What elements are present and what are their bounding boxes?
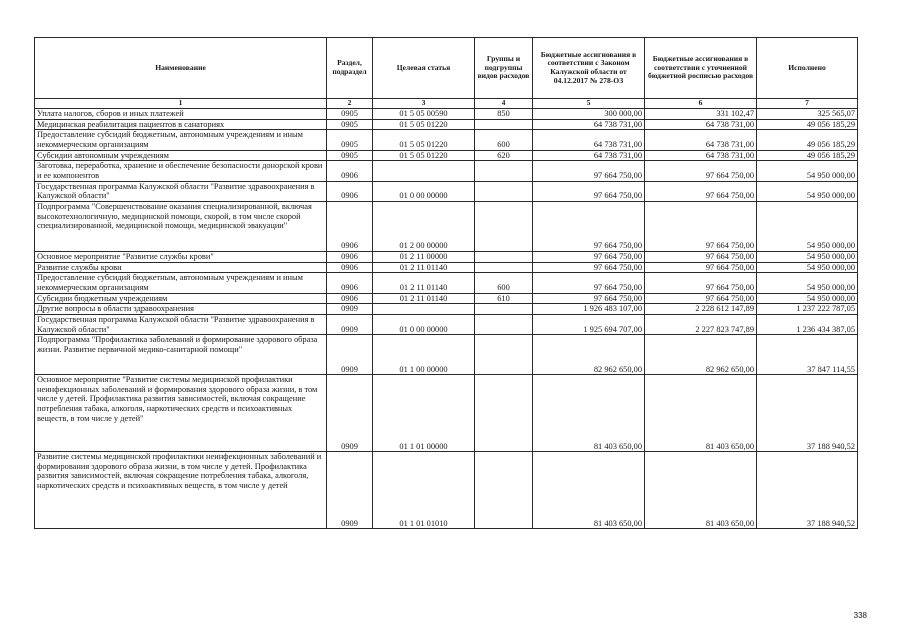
row-law-allocation: 81 403 650,00 [533, 452, 645, 529]
row-target: 01 1 00 00000 [373, 335, 475, 375]
row-name: Другие вопросы в области здравоохранения [35, 304, 327, 315]
row-section: 0909 [327, 375, 373, 452]
row-law-allocation: 1 925 694 707,00 [533, 314, 645, 334]
row-group [475, 201, 533, 251]
row-updated-allocation: 81 403 650,00 [645, 452, 757, 529]
row-updated-allocation: 2 228 612 147,89 [645, 304, 757, 315]
row-updated-allocation: 97 664 750,00 [645, 273, 757, 293]
header-updated-allocation: Бюджетные ассигнования в соответствии с уточненной бюджетной росписью расходов [645, 38, 757, 99]
row-name: Развитие системы медицинской профилактики неинфекционных заболеваний и формирования здорового образа жизни, в том числе у детей. Профилактика развития зависимостей, включая сокращение потребления табака, алкоголя, наркотических средств и психоактивных веществ, в том числе у детей [35, 452, 327, 529]
row-section: 0905 [327, 109, 373, 120]
row-law-allocation: 97 664 750,00 [533, 293, 645, 304]
row-executed: 54 950 000,00 [757, 273, 858, 293]
row-section: 0909 [327, 314, 373, 334]
row-law-allocation: 97 664 750,00 [533, 161, 645, 181]
column-number-row [35, 99, 858, 109]
table-row [35, 201, 858, 251]
row-section: 0905 [327, 130, 373, 150]
row-law-allocation: 64 738 731,00 [533, 130, 645, 150]
row-name: Медицинская реабилитация пациентов в санаториях [35, 119, 327, 130]
header-name: Наименование [35, 38, 327, 99]
row-name: Подпрограмма "Совершенствование оказания специализированной, включая высокотехнологичную, медицинской помощи, скорой, в том числе скорой специализированной, медицинской помощи, медицинской эвакуации" [35, 201, 327, 251]
row-target: 01 2 11 01140 [373, 293, 475, 304]
row-section: 0906 [327, 262, 373, 273]
column-number: 2 [327, 99, 373, 109]
column-number: 1 [35, 99, 327, 109]
row-updated-allocation: 64 738 731,00 [645, 119, 757, 130]
row-name: Государственная программа Калужской области "Развитие здравоохранения в Калужской области" [35, 314, 327, 334]
row-executed: 54 950 000,00 [757, 251, 858, 262]
row-law-allocation: 81 403 650,00 [533, 375, 645, 452]
table-row [35, 335, 858, 375]
row-executed: 54 950 000,00 [757, 293, 858, 304]
table-row [35, 181, 858, 201]
row-updated-allocation: 97 664 750,00 [645, 161, 757, 181]
row-executed: 49 056 185,29 [757, 150, 858, 161]
row-law-allocation: 64 738 731,00 [533, 119, 645, 130]
row-name: Основное мероприятие "Развитие службы крови" [35, 251, 327, 262]
row-law-allocation: 97 664 750,00 [533, 251, 645, 262]
row-section: 0906 [327, 201, 373, 251]
row-executed: 54 950 000,00 [757, 201, 858, 251]
header-target: Целевая статья [373, 38, 475, 99]
row-target: 01 5 05 00590 [373, 109, 475, 120]
row-updated-allocation: 97 664 750,00 [645, 262, 757, 273]
row-section: 0909 [327, 304, 373, 315]
column-number: 4 [475, 99, 533, 109]
table-row [35, 452, 858, 529]
row-group [475, 304, 533, 315]
table-row [35, 314, 858, 334]
table-row [35, 109, 858, 120]
table-row [35, 262, 858, 273]
row-group: 600 [475, 273, 533, 293]
row-updated-allocation: 64 738 731,00 [645, 130, 757, 150]
row-executed: 54 950 000,00 [757, 181, 858, 201]
row-executed: 1 237 222 787,05 [757, 304, 858, 315]
row-group: 600 [475, 130, 533, 150]
row-target: 01 5 05 01220 [373, 150, 475, 161]
table-row [35, 251, 858, 262]
row-group [475, 262, 533, 273]
row-target [373, 161, 475, 181]
row-law-allocation: 300 000,00 [533, 109, 645, 120]
table-row [35, 161, 858, 181]
row-name: Субсидии автономным учреждениям [35, 150, 327, 161]
row-group [475, 251, 533, 262]
table-row [35, 375, 858, 452]
row-name: Подпрограмма "Профилактика заболеваний и формирование здорового образа жизни. Развитие первичной медико-санитарной помощи" [35, 335, 327, 375]
table-row [35, 304, 858, 315]
row-updated-allocation: 82 962 650,00 [645, 335, 757, 375]
row-group: 610 [475, 293, 533, 304]
row-target: 01 5 05 01220 [373, 119, 475, 130]
row-law-allocation: 97 664 750,00 [533, 273, 645, 293]
row-law-allocation: 97 664 750,00 [533, 262, 645, 273]
row-target: 01 0 00 00000 [373, 181, 475, 201]
row-target: 01 2 11 01140 [373, 262, 475, 273]
row-section: 0906 [327, 161, 373, 181]
row-section: 0909 [327, 335, 373, 375]
row-group: 620 [475, 150, 533, 161]
row-law-allocation: 97 664 750,00 [533, 181, 645, 201]
row-name: Уплата налогов, сборов и иных платежей [35, 109, 327, 120]
page-number: 338 [853, 611, 867, 620]
row-executed: 54 950 000,00 [757, 262, 858, 273]
row-updated-allocation: 97 664 750,00 [645, 251, 757, 262]
row-updated-allocation: 97 664 750,00 [645, 201, 757, 251]
row-executed: 37 188 940,52 [757, 452, 858, 529]
row-law-allocation: 1 926 483 107,00 [533, 304, 645, 315]
table-row [35, 293, 858, 304]
row-target: 01 1 01 01010 [373, 452, 475, 529]
column-number: 5 [533, 99, 645, 109]
row-target [373, 304, 475, 315]
row-updated-allocation: 331 102,47 [645, 109, 757, 120]
column-number: 7 [757, 99, 858, 109]
row-executed: 54 950 000,00 [757, 161, 858, 181]
row-law-allocation: 64 738 731,00 [533, 150, 645, 161]
header-row [35, 38, 858, 99]
row-target: 01 2 11 01140 [373, 273, 475, 293]
row-target: 01 2 00 00000 [373, 201, 475, 251]
budget-table [34, 37, 858, 529]
row-section: 0905 [327, 119, 373, 130]
header-group: Группы и подгруппы видов расходов [475, 38, 533, 99]
row-law-allocation: 82 962 650,00 [533, 335, 645, 375]
row-name: Субсидии бюджетным учреждениям [35, 293, 327, 304]
row-group [475, 452, 533, 529]
header-section: Раздел, подраздел [327, 38, 373, 99]
row-name: Государственная программа Калужской области "Развитие здравоохранения в Калужской области" [35, 181, 327, 201]
row-group [475, 161, 533, 181]
row-group [475, 375, 533, 452]
header-executed: Исполнено [757, 38, 858, 99]
row-target: 01 0 00 00000 [373, 314, 475, 334]
row-section: 0906 [327, 181, 373, 201]
row-executed: 325 565,07 [757, 109, 858, 120]
row-group [475, 314, 533, 334]
row-executed: 37 188 940,52 [757, 375, 858, 452]
row-executed: 1 236 434 387,05 [757, 314, 858, 334]
row-target: 01 1 01 00000 [373, 375, 475, 452]
column-number: 3 [373, 99, 475, 109]
row-group [475, 119, 533, 130]
table-row [35, 130, 858, 150]
row-group [475, 181, 533, 201]
row-updated-allocation: 64 738 731,00 [645, 150, 757, 161]
row-name: Предоставление субсидий бюджетным, автономным учреждениям и иным некоммерческим организациям [35, 273, 327, 293]
row-name: Заготовка, переработка, хранение и обеспечение безопасности донорской крови и ее компонентов [35, 161, 327, 181]
row-target: 01 2 11 00000 [373, 251, 475, 262]
row-law-allocation: 97 664 750,00 [533, 201, 645, 251]
row-group: 850 [475, 109, 533, 120]
row-updated-allocation: 97 664 750,00 [645, 293, 757, 304]
row-section: 0909 [327, 452, 373, 529]
header-law-allocation: Бюджетные ассигнования в соответствии с Законом Калужской области от 04.12.2017 № 278-ОЗ [533, 38, 645, 99]
row-updated-allocation: 2 227 823 747,89 [645, 314, 757, 334]
row-section: 0906 [327, 251, 373, 262]
row-group [475, 335, 533, 375]
row-updated-allocation: 97 664 750,00 [645, 181, 757, 201]
row-executed: 49 056 185,29 [757, 119, 858, 130]
row-section: 0906 [327, 293, 373, 304]
row-name: Развитие службы крови [35, 262, 327, 273]
row-updated-allocation: 81 403 650,00 [645, 375, 757, 452]
row-section: 0906 [327, 273, 373, 293]
row-target: 01 5 05 01220 [373, 130, 475, 150]
row-section: 0905 [327, 150, 373, 161]
table-row [35, 150, 858, 161]
table-row [35, 119, 858, 130]
row-executed: 49 056 185,29 [757, 130, 858, 150]
row-name: Основное мероприятие "Развитие системы медицинской профилактики неинфекционных заболеваний и формирования здорового образа жизни, в том числе у детей. Профилактика развития зависимостей, включая сокращение потребления табака, алкоголя, наркотических средств и психоактивных веществ, в том числе у детей" [35, 375, 327, 452]
row-executed: 37 847 114,55 [757, 335, 858, 375]
column-number: 6 [645, 99, 757, 109]
table-row [35, 273, 858, 293]
row-name: Предоставление субсидий бюджетным, автономным учреждениям и иным некоммерческим организациям [35, 130, 327, 150]
